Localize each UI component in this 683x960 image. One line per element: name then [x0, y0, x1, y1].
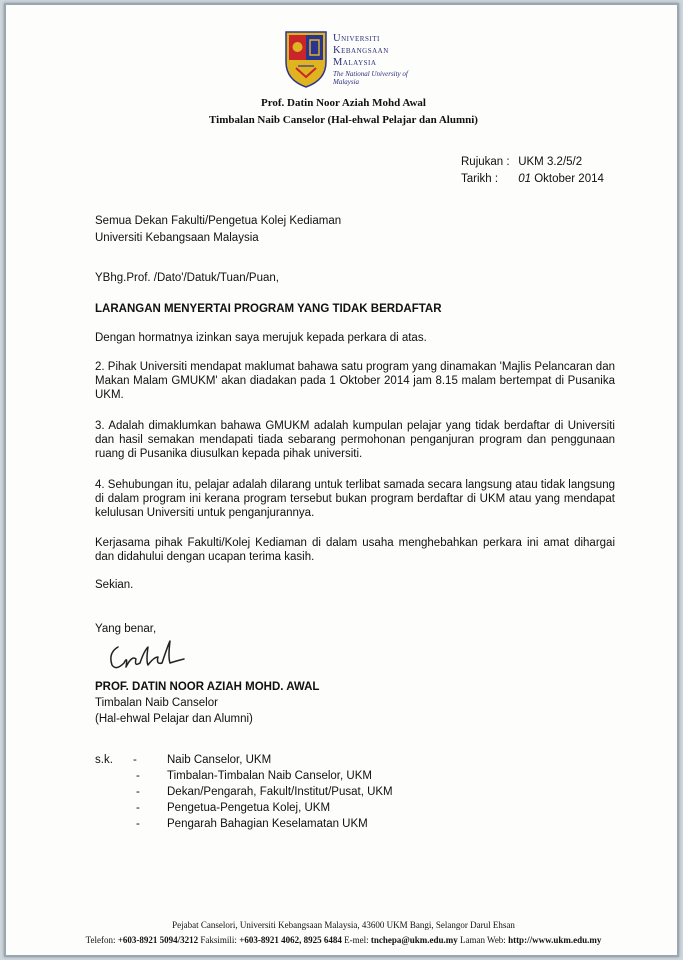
cc-dash: - [133, 754, 137, 766]
date-day: 01 [518, 173, 531, 185]
footer-address: Pejabat Canselori, Universiti Kebangsaan Malaysia, 43600 UKM Bangi, Selangor Darul Ehsan [172, 920, 515, 930]
footer-tel-label: Telefon: [85, 935, 116, 945]
footer-contacts [6, 935, 681, 945]
university-name-line3: Malaysia [333, 57, 377, 68]
body-intro: Dengan hormatnya izinkan saya merujuk kepada perkara di atas. [95, 332, 427, 344]
signoff-title-1: Timbalan Naib Canselor [95, 697, 218, 709]
recipient-line1: Semua Dekan Fakulti/Pengetua Kolej Kediaman [95, 215, 342, 227]
university-name-line2: Kebangsaan [333, 45, 389, 56]
body-paragraph-4: 4. Sehubungan itu, pelajar adalah dilarang untuk terlibat samada secara langsung atau tidak langsung di dalam program ini kerana program tersebut bukan program berdaftar di UKM atau yang mendapat kelulusan Universiti untuk penganjurannya. [95, 479, 615, 519]
signoff-title-2: (Hal-ehwal Pelajar dan Alumni) [95, 713, 253, 725]
cc-item: Dekan/Pengarah, Fakult/Institut/Pusat, UKM [167, 786, 393, 798]
date-label: Tarikh : [461, 173, 499, 185]
reference-value: UKM 3.2/5/2 [518, 156, 583, 168]
cc-item: Timbalan-Timbalan Naib Canselor, UKM [167, 770, 372, 782]
cc-dash: - [136, 802, 140, 814]
header-signatory-name: Prof. Datin Noor Aziah Mohd Awal [260, 97, 426, 109]
footer-web-link[interactable]: http://www.ukm.edu.my [508, 935, 602, 945]
signoff-regards: Yang benar, [95, 623, 157, 635]
cc-item: Pengarah Bahagian Keselamatan UKM [167, 818, 368, 830]
cc-dash: - [136, 786, 140, 798]
cc-dash: - [136, 818, 140, 830]
ukm-logo [284, 30, 434, 92]
date-value: Oktober 2014 [534, 173, 604, 185]
date-row [461, 173, 604, 185]
signoff-name: PROF. DATIN NOOR AZIAH MOHD. AWAL [95, 681, 320, 693]
footer-fax-label: Faksimili: [200, 935, 237, 945]
footer-web-label: Laman Web: [459, 935, 506, 945]
university-tagline: The National University of Malaysia [333, 70, 408, 86]
reference-row [461, 156, 582, 168]
letter-subject: LARANGAN MENYERTAI PROGRAM YANG TIDAK BERDAFTAR [95, 303, 442, 315]
salutation: YBhg.Prof. /Dato'/Datuk/Tuan/Puan, [95, 272, 279, 284]
footer-tel: +603-8921 5094/3212 [117, 935, 199, 945]
cc-label: s.k. [95, 754, 113, 766]
footer-fax: +603-8921 4062, 8925 6484 [239, 935, 342, 945]
header-signatory-title: Timbalan Naib Canselor (Hal-ehwal Pelajar dan Alumni) [209, 114, 478, 126]
university-name [333, 33, 389, 69]
footer-email-link[interactable]: tnchepa@ukm.edu.my [370, 935, 458, 945]
letter-page [4, 3, 679, 957]
body-paragraph-3: 3. Adalah dimaklumkan bahawa GMUKM adalah kumpulan pelajar yang tidak berdaftar di Universiti dan hasil semakan mendapati tiada sebarang permohonan penganjuran program dan penggunaan ruang di Pusanika diusulkan kepada pihak universiti. [95, 420, 615, 460]
cc-item: Pengetua-Pengetua Kolej, UKM [167, 802, 331, 814]
body-closing: Sekian. [95, 579, 134, 591]
cc-item: Naib Canselor, UKM [167, 754, 272, 766]
ukm-crest-icon [284, 30, 328, 88]
handwritten-signature [104, 633, 190, 675]
reference-label: Rujukan : [461, 156, 510, 168]
cc-dash: - [136, 770, 140, 782]
body-paragraph-5: Kerjasama pihak Fakulti/Kolej Kediaman di dalam usaha menghebahkan perkara ini amat dihargai dan didahului dengan ucapan terima kasih. [95, 537, 615, 563]
recipient-line2: Universiti Kebangsaan Malaysia [95, 232, 259, 244]
footer-email-label: E-mel: [344, 935, 369, 945]
university-name-line1: Universiti [333, 33, 380, 44]
body-paragraph-2: 2. Pihak Universiti mendapat maklumat bahawa satu program yang dinamakan 'Majlis Pelancaran dan Makan Malam GMUKM' akan diadakan pada 1 Oktober 2014 jam 8.15 malam bertempat di Pusanika UKM. [95, 361, 615, 401]
